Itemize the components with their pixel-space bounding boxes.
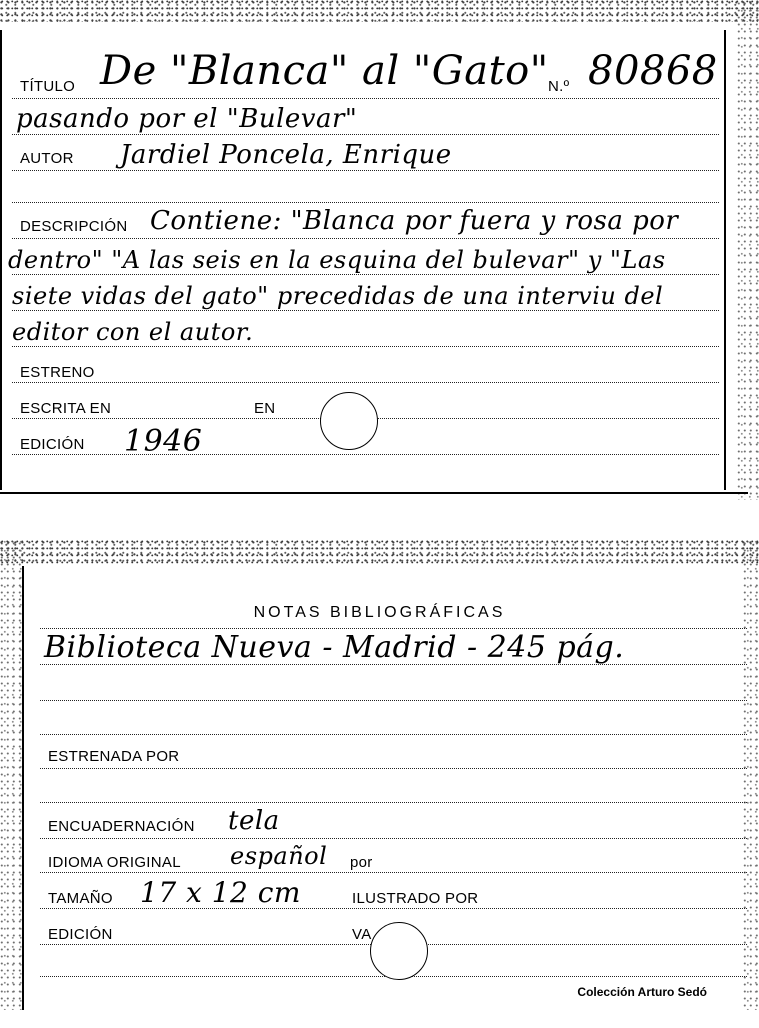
- estrenada-rule: [40, 768, 747, 769]
- ilustrado-por-label: ILUSTRADO POR: [352, 890, 479, 907]
- descripcion-line-1: Contiene: "Blanca por fuera y rosa por: [150, 206, 679, 236]
- punch-hole-bottom: [370, 922, 428, 980]
- titulo-line: [12, 98, 719, 99]
- card-left-border: [0, 30, 2, 490]
- tamano-rule: [40, 908, 747, 909]
- collection-credit: Colección Arturo Sedó: [577, 985, 707, 999]
- en-label: EN: [254, 400, 276, 417]
- blank-line: [12, 202, 719, 203]
- catalog-card-top: [0, 0, 759, 500]
- blank-rule: [40, 802, 747, 803]
- titulo-label: TÍTULO: [20, 78, 76, 95]
- titulo-value-line2: pasando por el "Bulevar": [16, 104, 358, 134]
- card-left-border: [22, 566, 24, 1010]
- edicion-label: EDICIÓN: [20, 436, 85, 453]
- edicion-value: 1946: [124, 424, 203, 459]
- edicion-line: [12, 454, 719, 455]
- notas-rule-0: [40, 628, 747, 629]
- descripcion-line-3: siete vidas del gato" precedidas de una interviu del: [12, 282, 664, 310]
- card-edge-texture: [0, 0, 759, 22]
- tamano-label: TAMAÑO: [48, 890, 113, 907]
- idioma-rule: [40, 872, 747, 873]
- descripcion-label: DESCRIPCIÓN: [20, 218, 128, 235]
- numero-label: N.º: [548, 78, 570, 95]
- autor-line: [12, 170, 719, 171]
- idioma-value: español: [230, 842, 328, 870]
- tamano-value: 17 x 12 cm: [140, 876, 301, 909]
- descripcion-line-4: editor con el autor.: [12, 318, 254, 346]
- card-bottom-border: [0, 492, 748, 494]
- encuadernacion-rule: [40, 838, 747, 839]
- titulo-line-2: [12, 134, 719, 135]
- numero-value: 80868: [588, 48, 718, 94]
- escrita-en-label: ESCRITA EN: [20, 400, 112, 417]
- encuadernacion-label: ENCUADERNACIÓN: [48, 818, 195, 835]
- card-right-border: [724, 30, 726, 490]
- notas-bibliograficas-title: NOTAS BIBLIOGRÁFICAS: [253, 604, 506, 621]
- descripcion-rule-2: [12, 274, 719, 275]
- descripcion-rule-4: [12, 346, 719, 347]
- descripcion-line-2: dentro" "A las seis en la esquina del bulevar" y "Las: [8, 246, 666, 274]
- edicion-bottom-label: EDICIÓN: [48, 926, 113, 943]
- card-edge-texture: [0, 540, 759, 564]
- estrenada-por-label: ESTRENADA POR: [48, 748, 180, 765]
- card-side-texture: [737, 0, 759, 500]
- descripcion-rule-3: [12, 310, 719, 311]
- encuadernacion-value: tela: [228, 806, 280, 836]
- titulo-value: De "Blanca" al "Gato": [100, 48, 549, 94]
- notas-line-1: Biblioteca Nueva - Madrid - 245 pág.: [44, 630, 625, 665]
- autor-label: AUTOR: [20, 150, 74, 167]
- punch-hole: [320, 392, 378, 450]
- estreno-label: ESTRENO: [20, 364, 95, 381]
- notas-rule-3: [40, 734, 747, 735]
- descripcion-rule-1: [12, 238, 719, 239]
- por-label: por: [350, 854, 373, 871]
- idioma-original-label: IDIOMA ORIGINAL: [48, 854, 181, 871]
- autor-value: Jardiel Poncela, Enrique: [120, 140, 452, 170]
- notas-rule-2: [40, 700, 747, 701]
- notas-rule-1: [40, 664, 747, 665]
- va-label: VA: [352, 926, 372, 943]
- estreno-line: [12, 382, 719, 383]
